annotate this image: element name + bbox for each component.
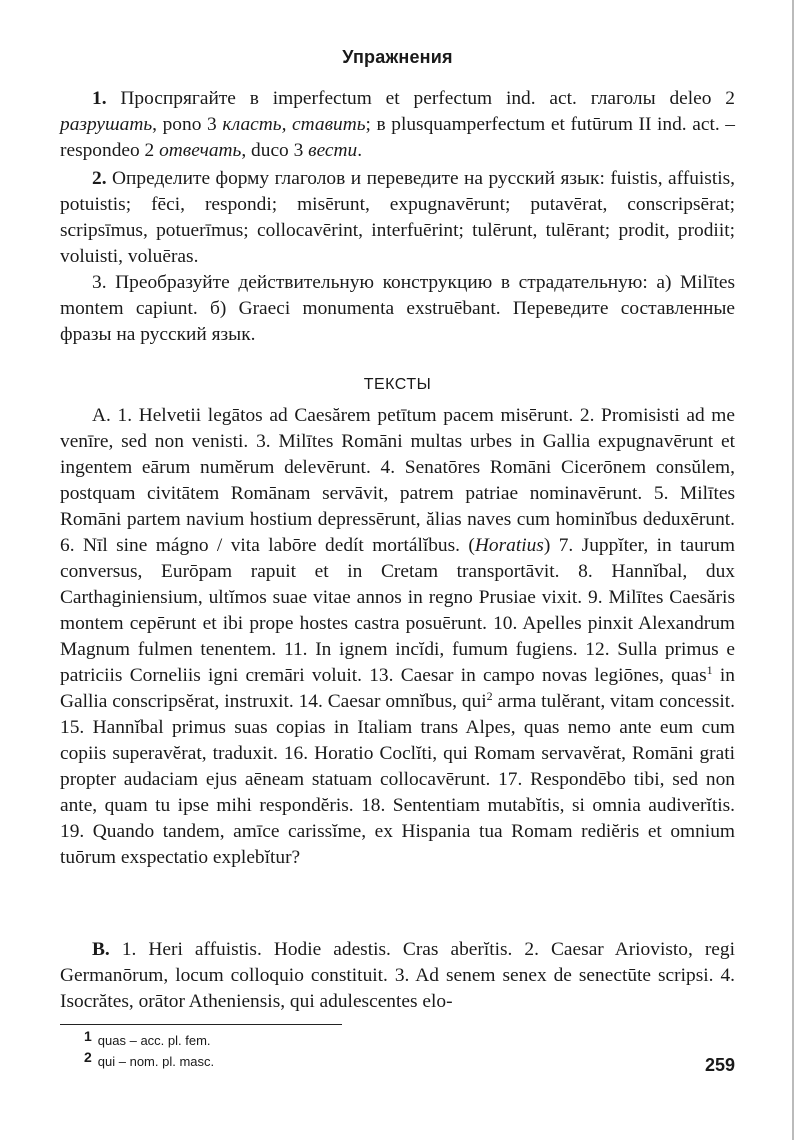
footnote-1-text: quas – acc. pl. fem. bbox=[97, 1033, 211, 1048]
exercise-3 bbox=[60, 270, 735, 348]
footnote-2-text: qui – nom. pl. masc. bbox=[97, 1054, 215, 1069]
exercise-1-text-c: ; в plusquamperfectum et futūrum II ind. act. – respondeo 2 bbox=[60, 114, 735, 161]
text-a-body-2: ) 7. Juppĭter, in taurum conversus, Eurōpam rapuit et in Cretam transportāvit. 8. Hannĭbal, dux Carthaginiensium, ultĭmos suae vitae annos in regno Prusiae vixit. 9. Milītes Caesăris montem cepērunt et ibi prope hostes castra posuērunt. 10. Apelles pinxit Alexandrum Magnum fulmen tenentem. 11. In ignem incĭdi, fumum fugiens. 12. Sulla primus e patriciis Corneliis igni cremāri voluit. 13. Caesar in campo novas legiōnes, quas bbox=[60, 535, 735, 686]
text-a-label: A. bbox=[92, 405, 111, 426]
text-a-body-4: arma tulĕrant, vitam concessit. 15. Hannĭbal primus suas copias in Italiam trans Alpes, quas nemo ante eum cum copiis superavĕrat, traduxit. 16. Horatio Coclĭti, qui Romam servavĕrat, Romāni grati propter audaciam ejus aēneam statuam collocavērunt. 17. Respondēbo tibi, sed non ante, quam tu ipse mihi respondĕris. 18. Sententiam mutabĭtis, si omnia audiverĭtis. 19. Quando tandem, amīce carissĭme, ex Hispania tua Romam rediĕris et omnium tuōrum exspectatio explebĭtur? bbox=[60, 691, 735, 868]
exercise-1-gloss-d: вести bbox=[308, 140, 358, 161]
exercise-1-text-d: , duco 3 bbox=[241, 140, 304, 161]
exercise-1-text-a: Проспрягайте в imperfectum et perfectum ind. act. глаголы deleo 2 bbox=[120, 88, 735, 109]
exercise-1-text-b: , pono 3 bbox=[152, 114, 217, 135]
exercise-1-text-e: . bbox=[357, 140, 363, 161]
footnote-divider bbox=[60, 1024, 342, 1025]
exercise-2-number: 2. bbox=[92, 168, 107, 189]
footnote-1-mark: 1 bbox=[84, 1028, 92, 1044]
text-b-label: B. bbox=[92, 939, 110, 960]
text-a bbox=[60, 403, 735, 871]
page-number: 259 bbox=[704, 1055, 735, 1075]
exercise-1-gloss-b: класть, ставить bbox=[222, 114, 366, 135]
text-b bbox=[60, 937, 735, 1015]
footnote-ref-2: 2 bbox=[486, 689, 493, 703]
text-b-body: 1. Heri affuistis. Hodie adestis. Cras aberĭtis. 2. Caesar Ariovisto, regi Germanōrum, locum colloquio constituit. 3. Ad senem senex de senectūte scripsi. 4. Isocrătes, orātor Atheniensis, qui adulescentes elo- bbox=[60, 939, 735, 1012]
book-page bbox=[60, 0, 735, 1140]
footnote-2 bbox=[84, 1049, 215, 1070]
footnote-1 bbox=[84, 1028, 211, 1049]
section-title-texts: ТЕКСТЫ bbox=[363, 376, 432, 393]
exercise-1-gloss-c: отвечать bbox=[159, 140, 242, 161]
exercise-1-gloss-a: разрушать bbox=[60, 114, 153, 135]
section-title-exercises: Упражнения bbox=[342, 47, 453, 67]
footnote-ref-1: 1 bbox=[706, 663, 713, 677]
exercise-2 bbox=[60, 166, 735, 270]
exercise-2-text: Определите форму глаголов и переведите на русский язык: fuistis, affuistis, potuistis; fēci, respondi; misērunt, expugnavērunt; putavērat, conscripsērat; scripsīmus, potuerīmus; collocavērint, interfuērint; tulērunt, tulērant; prodit, prodiit; voluisti, voluēras. bbox=[60, 168, 735, 267]
text-a-author: Horatius bbox=[474, 535, 544, 556]
exercise-1-number: 1. bbox=[92, 88, 107, 109]
exercise-3-text: Преобразуйте действительную конструкцию в страдательную: а) Milītes montem capiunt. б) Graeci monumenta exstruēbant. Переведите составленные фразы на русский язык. bbox=[60, 272, 735, 345]
footnote-2-mark: 2 bbox=[84, 1049, 92, 1065]
text-a-body-1: 1. Helvetii legātos ad Caesărem petītum pacem misērunt. 2. Promisisti ad me venīre, sed non venisti. 3. Milītes Romāni multas urbes in Gallia expugnavērunt et ingentem eārum numĕrum delevērunt. 4. Senatōres Romāni Cicerōnem consŭlem, postquam civitātem Romānam servāvit, patrem patriae nominavērunt. 5. Milītes Romāni partem navium hostium depressērunt, ălias naves cum hominĭbus deduxērunt. 6. Nīl sine mágno / vita labōre dedít mortálĭbus. ( bbox=[60, 405, 735, 556]
exercise-3-number: 3. bbox=[92, 272, 107, 293]
exercise-1 bbox=[60, 86, 735, 164]
text-a-body-3: in Gallia conscripsĕrat, instruxit. 14. Caesar omnĭbus, qui bbox=[60, 665, 735, 712]
